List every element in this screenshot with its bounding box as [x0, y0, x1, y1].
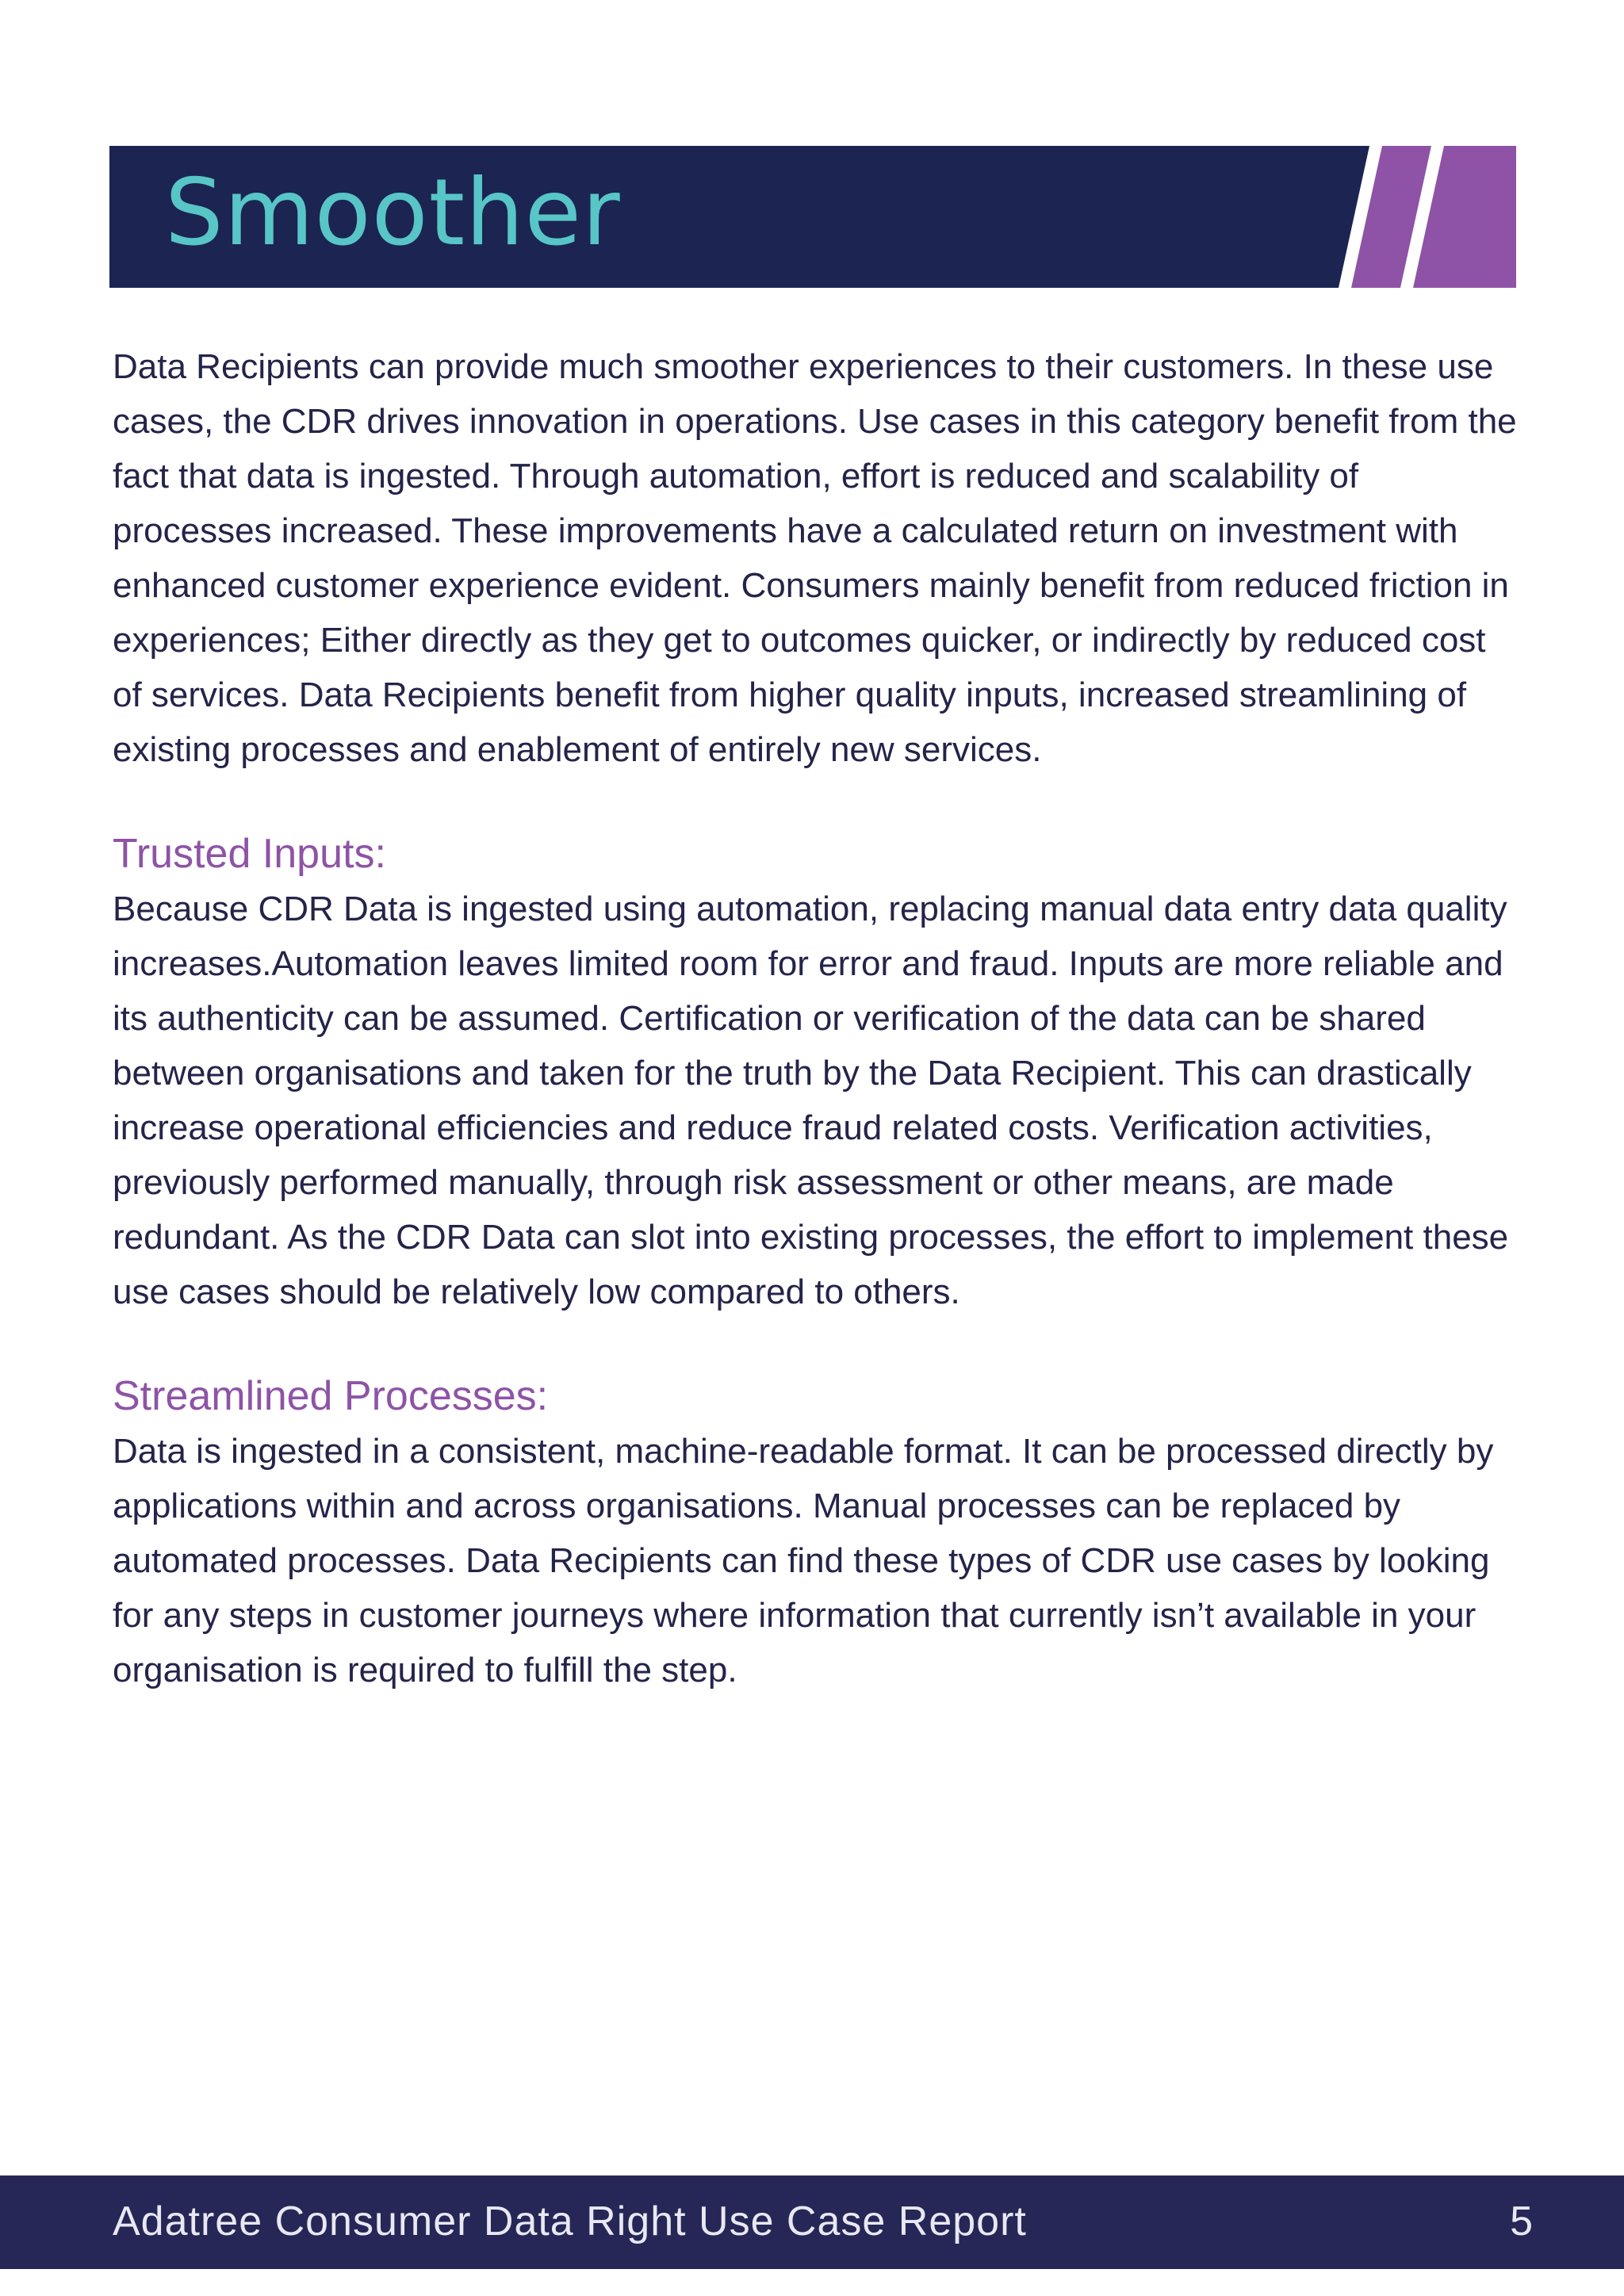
intro-paragraph: Data Recipients can provide much smoother experiences to their customers. In these use cases, the CDR drives innovation in operations. Use cases in this category benefit from the fact that data is ingested. Through automation, effort is reduced and scalability of processes increased. These improvements have a calculated return on investment with enhanced customer experience evident. Consumers mainly benefit from reduced friction in experiences; Either directly as they get to outcomes quicker, or indirectly by reduced cost of services. Data Recipients benefit from higher quality inputs, increased streamlining of existing processes and enablement of entirely new services. — [113, 347, 1517, 769]
page-content — [113, 339, 1524, 1697]
footer-report-title: Adatree Consumer Data Right Use Case Report — [113, 2198, 1027, 2244]
accent-stripe-right — [1413, 146, 1516, 288]
title-band — [109, 146, 1516, 288]
section-paragraph-streamlined-processes: Data is ingested in a consistent, machine-readable format. It can be processed directly by applications within and across organisations. Manual processes can be replaced by automated processes. Data Recipients can find these types of CDR use cases by looking for any steps in customer journeys where information that currently isn’t available in your organisation is required to fulfill the step. — [113, 1432, 1494, 1689]
page-title: Smoother — [165, 159, 621, 266]
section-heading-trusted-inputs: Trusted Inputs: — [113, 831, 386, 877]
section-paragraph-trusted-inputs: Because CDR Data is ingested using automation, replacing manual data entry data quality increases.Automation leaves limited room for error and fraud. Inputs are more reliable and its authenticity can be assumed. Certification or verification of the data can be shared between organisations and taken for the truth by the Data Recipient. This can drastically increase operational efficiencies and reduce fraud related costs. Verification activities, previously performed manually, through risk assessment or other means, are made redundant. As the CDR Data can slot into existing processes, the effort to implement these use cases should be relatively low compared to others. — [113, 890, 1509, 1311]
footer-bar — [0, 2175, 1624, 2269]
section-heading-streamlined-processes: Streamlined Processes: — [113, 1373, 549, 1419]
footer-page-number: 5 — [1510, 2198, 1533, 2244]
